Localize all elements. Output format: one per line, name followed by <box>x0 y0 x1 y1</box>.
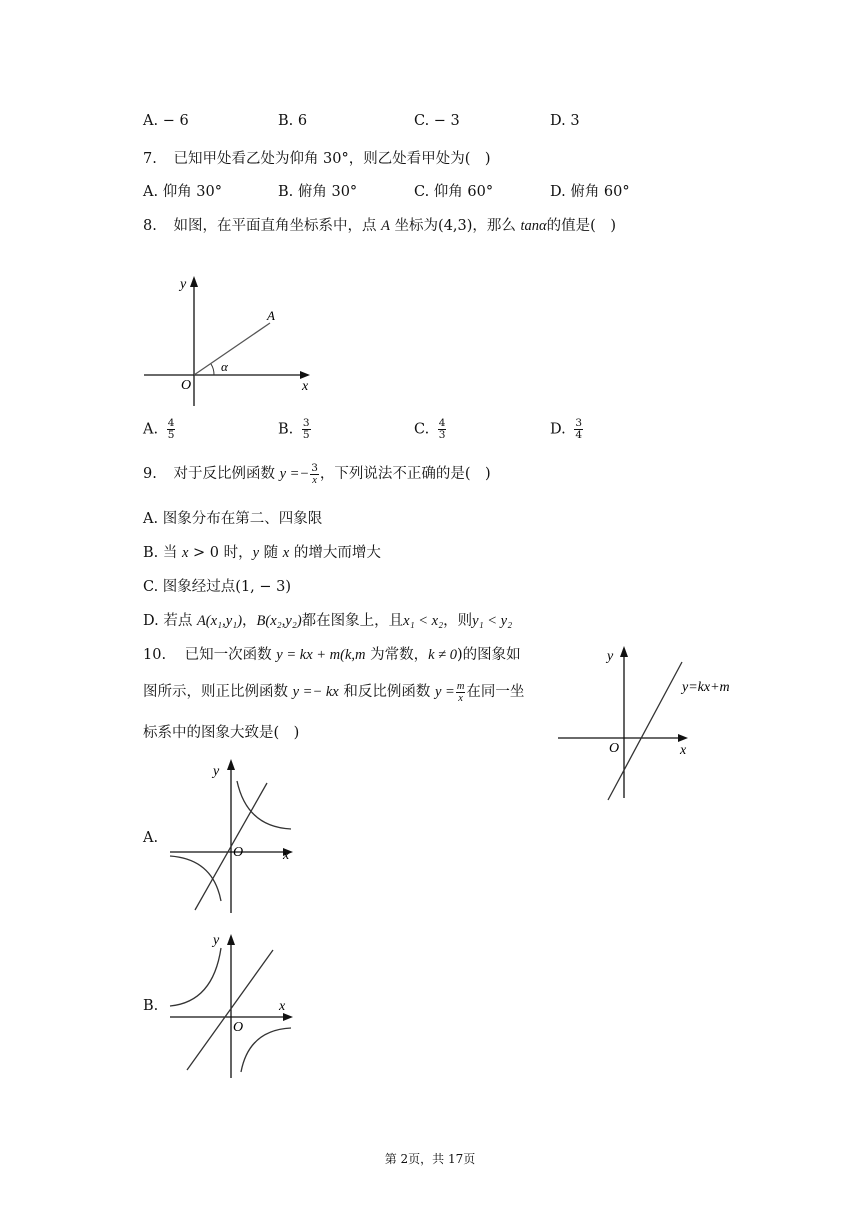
q8-text-before: 如图，在平面直角坐标系中，点 <box>173 218 382 234</box>
q10-line2-pre: 图所示，则正比例函数 <box>143 684 293 700</box>
q10-line1-mid: 为常数， <box>365 647 429 663</box>
q8-fig-angle-label: α <box>221 359 228 374</box>
q10-line2-y: y = <box>434 684 455 700</box>
q10-line2-mid: 和反比例函数 <box>338 684 435 700</box>
q9-question <box>143 462 491 486</box>
x-axis-arrow-icon <box>283 1013 293 1021</box>
q9-d-sep: ， <box>242 613 257 629</box>
q8-fig-point-label: A <box>267 308 275 323</box>
q10-fig-y-label: y <box>607 649 614 664</box>
q10a-origin-label: O <box>233 845 244 860</box>
q9-b-y: y <box>252 545 260 561</box>
q10b-origin-label: O <box>233 1020 244 1035</box>
q10-line1 <box>143 643 521 664</box>
q9-b-mid: > 0 时， <box>188 545 253 561</box>
q9-option-b <box>143 541 381 562</box>
q10-fig-x-label: x <box>680 743 687 758</box>
x-axis-arrow-icon <box>300 371 310 379</box>
q9-option-c: C. 图象经过点(1, − 3) <box>143 579 292 595</box>
q9-option-d <box>143 609 512 630</box>
q8-option-c <box>414 418 447 441</box>
q10-linear-function-figure <box>550 640 760 810</box>
q9-d-mid: 都在图象上，且 <box>301 613 404 629</box>
q9-number: 9. <box>143 466 157 482</box>
q10-fig-line-label: y=kx+m <box>682 680 730 695</box>
q8-option-a-num: 4 <box>167 417 175 429</box>
q8-question <box>143 214 616 235</box>
q8-option-c-den: 3 <box>438 429 446 441</box>
q7-text: 已知甲处看乙处为仰角 30°，则乙处看甲处为( ) <box>173 151 491 167</box>
q10a-x-label: x <box>283 848 290 863</box>
q9-frac-num: 3 <box>311 461 318 474</box>
y-axis-arrow-icon <box>227 759 235 770</box>
q9-frac-den: x <box>312 474 317 486</box>
q6-option-d: D. 3 <box>550 113 580 129</box>
q9-d-a: A <box>196 613 206 629</box>
q10b-x-label: x <box>279 999 286 1014</box>
q9-d-cond1: x₁ < x₂ <box>403 613 444 629</box>
y-axis-arrow-icon <box>620 646 628 657</box>
q8-option-d-letter: D. <box>550 421 566 438</box>
q9-text-before: 对于反比例函数 <box>173 466 280 482</box>
q7-option-d: D. 俯角 60° <box>550 184 630 200</box>
q9-d-b: B <box>256 613 266 629</box>
q8-option-b <box>278 418 312 441</box>
q8-option-c-letter: C. <box>414 421 430 438</box>
q9-option-a: A. 图象分布在第二、四象限 <box>143 511 323 527</box>
q10-fig-origin-label: O <box>609 741 620 756</box>
q10b-y-label: y <box>213 933 220 948</box>
q10-option-b-letter: B. <box>143 998 159 1014</box>
q8-fig-y-label: y <box>180 277 187 292</box>
q10-line2 <box>143 680 524 704</box>
q10-line3: 标系中的图象大致是( ) <box>143 725 300 741</box>
q7-option-a: A. 仰角 30° <box>143 184 222 200</box>
q8-option-a <box>143 418 176 441</box>
q10-line1-pre: 已知一次函数 <box>184 647 277 663</box>
q10-line1-k: k ≠ 0 <box>428 647 458 663</box>
q8-option-b-den: 5 <box>302 429 310 441</box>
q8-point: A <box>381 218 390 234</box>
q8-option-b-letter: B. <box>278 421 294 438</box>
q10-option-a-letter: A. <box>143 830 159 846</box>
q8-option-a-letter: A. <box>143 421 159 438</box>
q8-fig-origin-label: O <box>181 378 192 393</box>
q8-option-d <box>550 418 584 441</box>
q7-option-b: B. 俯角 30° <box>278 184 358 200</box>
q10a-y-label: y <box>213 764 220 779</box>
q6-option-a: A. − 6 <box>143 113 189 129</box>
q9-b-post: 的增大而增大 <box>289 545 381 561</box>
x-axis-arrow-icon <box>678 734 688 742</box>
y-axis-arrow-icon <box>227 934 235 945</box>
q10-line1-eq: y = kx + m(k,m <box>276 647 366 663</box>
q10-frac-num: m <box>456 680 465 692</box>
q8-option-d-den: 4 <box>575 429 583 441</box>
line-y-kx-m <box>608 662 682 800</box>
q9-d-then: ，则 <box>443 613 473 629</box>
q10-line2-eq: y =− kx <box>292 684 339 700</box>
q8-func: tanα <box>520 218 547 234</box>
hyperbola-branch-2 <box>241 1028 291 1072</box>
segment-oa <box>194 323 270 375</box>
line-graph <box>187 950 273 1070</box>
q9-d-b-coord: (x₂,y₂) <box>265 613 302 629</box>
q6-option-c: C. − 3 <box>414 113 460 129</box>
page-footer: 第 2页，共 17页 <box>384 1152 476 1166</box>
q10-line2-post: 在同一坐 <box>466 684 525 700</box>
q8-coordinate-figure <box>140 268 320 408</box>
q9-d-cond2: y₁ < y₂ <box>472 613 513 629</box>
q9-text-after: ，下列说法不正确的是( ) <box>319 466 491 482</box>
q10-option-b-graph <box>165 930 305 1080</box>
q10-option-a-graph <box>165 755 305 915</box>
q8-option-a-den: 5 <box>167 429 175 441</box>
q8-number: 8. <box>143 218 157 234</box>
q8-option-d-num: 3 <box>575 417 583 429</box>
q8-option-b-num: 3 <box>302 417 310 429</box>
q8-fig-x-label: x <box>302 379 309 394</box>
q9-b-x2: x <box>282 545 290 561</box>
hyperbola-branch-1 <box>170 948 221 1006</box>
q10-line1-post: )的图象如 <box>457 647 521 663</box>
q8-text-after: 的值是( ) <box>546 218 616 234</box>
y-axis-arrow-icon <box>190 276 198 287</box>
q7-option-c: C. 仰角 60° <box>414 184 494 200</box>
q9-b-pre: B. 当 <box>143 545 182 561</box>
q9-d-pre: D. 若点 <box>143 613 197 629</box>
q9-func-lhs: y =− <box>279 466 310 482</box>
q7-question <box>143 147 491 168</box>
q10-number: 10. <box>143 647 167 663</box>
q7-number: 7. <box>143 151 157 167</box>
q9-b-mid2: 随 <box>259 545 283 561</box>
q8-option-c-num: 4 <box>438 417 446 429</box>
q10-frac-den: x <box>458 692 463 704</box>
q9-d-a-coord: (x₁,y₁) <box>205 613 243 629</box>
q8-text-mid: 坐标为(4,3)，那么 <box>389 218 521 234</box>
q9-b-x: x <box>181 545 189 561</box>
q6-option-b: B. 6 <box>278 113 308 129</box>
